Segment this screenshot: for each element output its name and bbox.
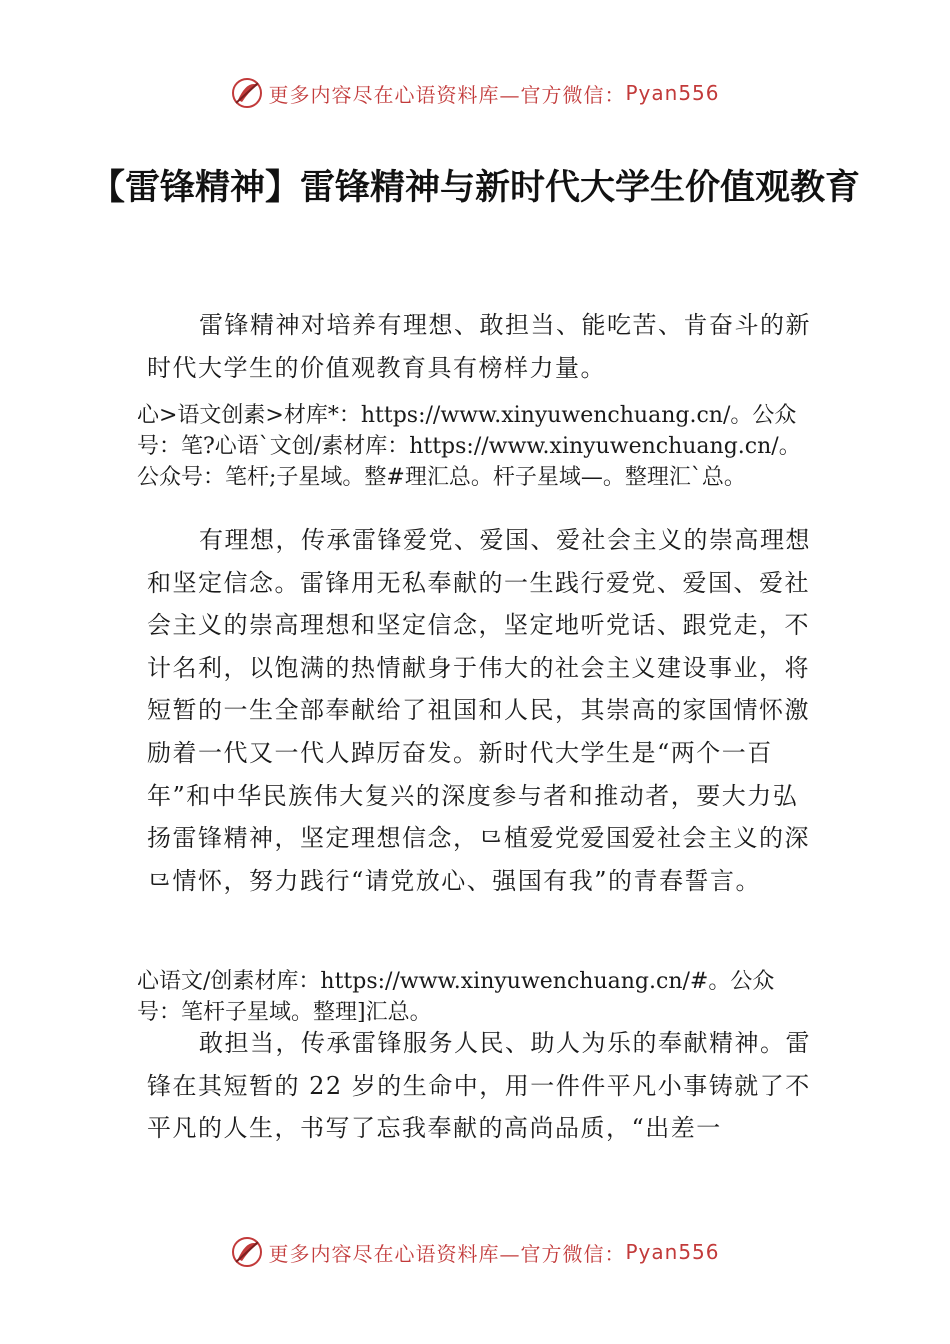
document-title: 【雷锋精神】雷锋精神与新时代大学生价值观教育 <box>89 168 860 208</box>
paragraph-text: 雷锋精神对培养有理想、敢担当、能吃苦、肯奋斗的新时代大学生的价值观教育具有榜样力量。 <box>147 311 811 382</box>
paragraph-text: 有理想，传承雷锋爱党、爱国、爱社会主义的崇高理想和坚定信念。雷锋用无私奉献的一生践行爱党、爱国、爱社会主义的崇高理想和坚定信念，坚定地听党话、跟党走，不计名利，以饱满的热情献身于伟大的社会主义建设事业，将短暂的一生全部奉献给了祖国和人民，其崇高的家国情怀激励着一代又一代人踔厉奋发。新时代大学生是“两个一百年”和中华民族伟大复兴的深度参与者和推动者，要大力弘扬雷锋精神，坚定理想信念，⺋植爱党爱国爱社会主义的深⺋情怀，努力践行“请党放心、强国有我”的青春誓言。 <box>147 526 811 895</box>
header-text: 更多内容尽在心语资料库—官方微信： <box>268 82 626 107</box>
paragraph-text: 敢担当，传承雷锋服务人民、助人为乐的奉献精神。雷锋在其短暂的 22 岁的生命中，用一件件平凡小事铸就了不平凡的人生，书写了忘我奉献的高尚品质，“出差一 <box>147 1029 811 1143</box>
paragraph <box>147 519 812 902</box>
paragraph <box>147 1022 812 1150</box>
logo-icon <box>230 76 264 110</box>
footer-text: 更多内容尽在心语资料库—官方微信： <box>268 1241 626 1266</box>
footer-wechat: Pyan556 <box>625 1240 720 1264</box>
watermark-text: 心语文/创素材库：https://www.xinyuwenchuang.cn/#。公众号：笔杆子星域。整理]汇总。 <box>137 969 775 1025</box>
logo-icon <box>230 1235 264 1269</box>
header-wechat: Pyan556 <box>625 81 720 105</box>
watermark-text: 心>语文创素>材库*：https://www.xinyuwenchuang.cn/。公众号：笔?心语`文创/素材库：https://www.xinyuwenchuang.cn/。公众号：笔杆;子星域。整#理汇总。杆子星域—。整理汇`总。 <box>137 403 801 490</box>
footer-banner <box>0 1232 950 1272</box>
header-banner <box>0 73 950 113</box>
paragraph <box>147 304 812 389</box>
